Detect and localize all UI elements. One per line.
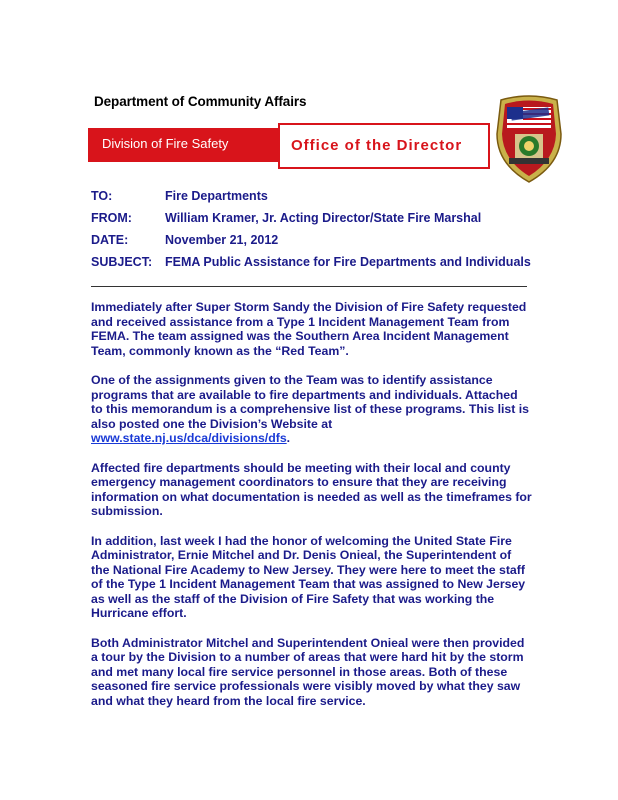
text-line: submission. xyxy=(91,504,163,519)
department-title: Department of Community Affairs xyxy=(94,94,307,109)
text-line: FEMA. The team assigned was the Southern Area Incident Management xyxy=(91,329,509,344)
paragraph-5 xyxy=(91,636,531,709)
subject-value: FEMA Public Assistance for Fire Departments and Individuals xyxy=(165,255,531,269)
text-line: a tour by the Division to a number of areas that were hard hit by the storm xyxy=(91,650,524,665)
paragraph-2 xyxy=(91,373,531,446)
paragraph-4 xyxy=(91,534,531,622)
office-label-box xyxy=(278,123,490,169)
text-line: Affected fire departments should be meeting with their local and county xyxy=(91,460,511,475)
text-line: Both Administrator Mitchel and Superintendent Onieal were then provided xyxy=(91,635,525,650)
text-line: to this memorandum is a comprehensive list of these programs. This list is xyxy=(91,402,530,417)
text-line: seasoned fire service professionals were visibly moved by what they saw xyxy=(91,679,521,694)
link-line xyxy=(91,431,531,446)
text-line: One of the assignments given to the Team was to identify assistance xyxy=(91,372,493,387)
text-line: Administrator, Ernie Mitchel and Dr. Denis Onieal, the Superintendent of xyxy=(91,548,512,563)
text-line: and received assistance from a Type 1 Incident Management Team from xyxy=(91,314,510,329)
text-line: also posted one the Division’s Website at xyxy=(91,416,333,431)
to-value: Fire Departments xyxy=(165,189,268,203)
text-line: as well as the staff of the Division of Fire Safety that was working the xyxy=(91,591,495,606)
paragraph-1 xyxy=(91,300,531,358)
division-label: Division of Fire Safety xyxy=(102,136,229,151)
from-value: William Kramer, Jr. Acting Director/State Fire Marshal xyxy=(165,211,482,225)
date-value: November 21, 2012 xyxy=(165,233,279,247)
text-line: Hurricane effort. xyxy=(91,606,187,621)
memo-body xyxy=(91,300,531,723)
text-line: and what they heard from the local fire service. xyxy=(91,694,366,709)
header-divider xyxy=(91,286,527,287)
division-label-box xyxy=(88,128,278,162)
subject-label: SUBJECT: xyxy=(91,255,153,269)
text-line: programs that are available to fire departments and individuals. Attached xyxy=(91,387,518,402)
text-line: the National Fire Academy to New Jersey. They were here to meet the staff xyxy=(91,562,525,577)
text-line: Team, commonly known as the “Red Team”. xyxy=(91,343,349,358)
link-suffix: . xyxy=(286,431,291,446)
from-label: FROM: xyxy=(91,211,132,225)
text-line: of the Type 1 Incident Management Team that was assigned to New Jersey xyxy=(91,577,526,592)
new-jersey-fire-patch-icon xyxy=(493,94,565,184)
office-label: Office of the Director xyxy=(291,137,463,154)
date-label: DATE: xyxy=(91,233,129,247)
to-label: TO: xyxy=(91,189,113,203)
text-line: Immediately after Super Storm Sandy the Division of Fire Safety requested xyxy=(91,300,527,314)
text-line: information on what documentation is needed as well as the timeframes for xyxy=(91,489,532,504)
text-line: emergency management coordinators to ensure that they are receiving xyxy=(91,475,507,490)
division-website-link[interactable]: www.state.nj.us/dca/divisions/dfs xyxy=(91,431,287,446)
text-line: In addition, last week I had the honor of welcoming the United State Fire xyxy=(91,533,512,548)
division-banner xyxy=(88,123,490,167)
paragraph-3 xyxy=(91,461,531,519)
text-line: and met many local fire service personnel in those areas. Both of these xyxy=(91,664,508,679)
